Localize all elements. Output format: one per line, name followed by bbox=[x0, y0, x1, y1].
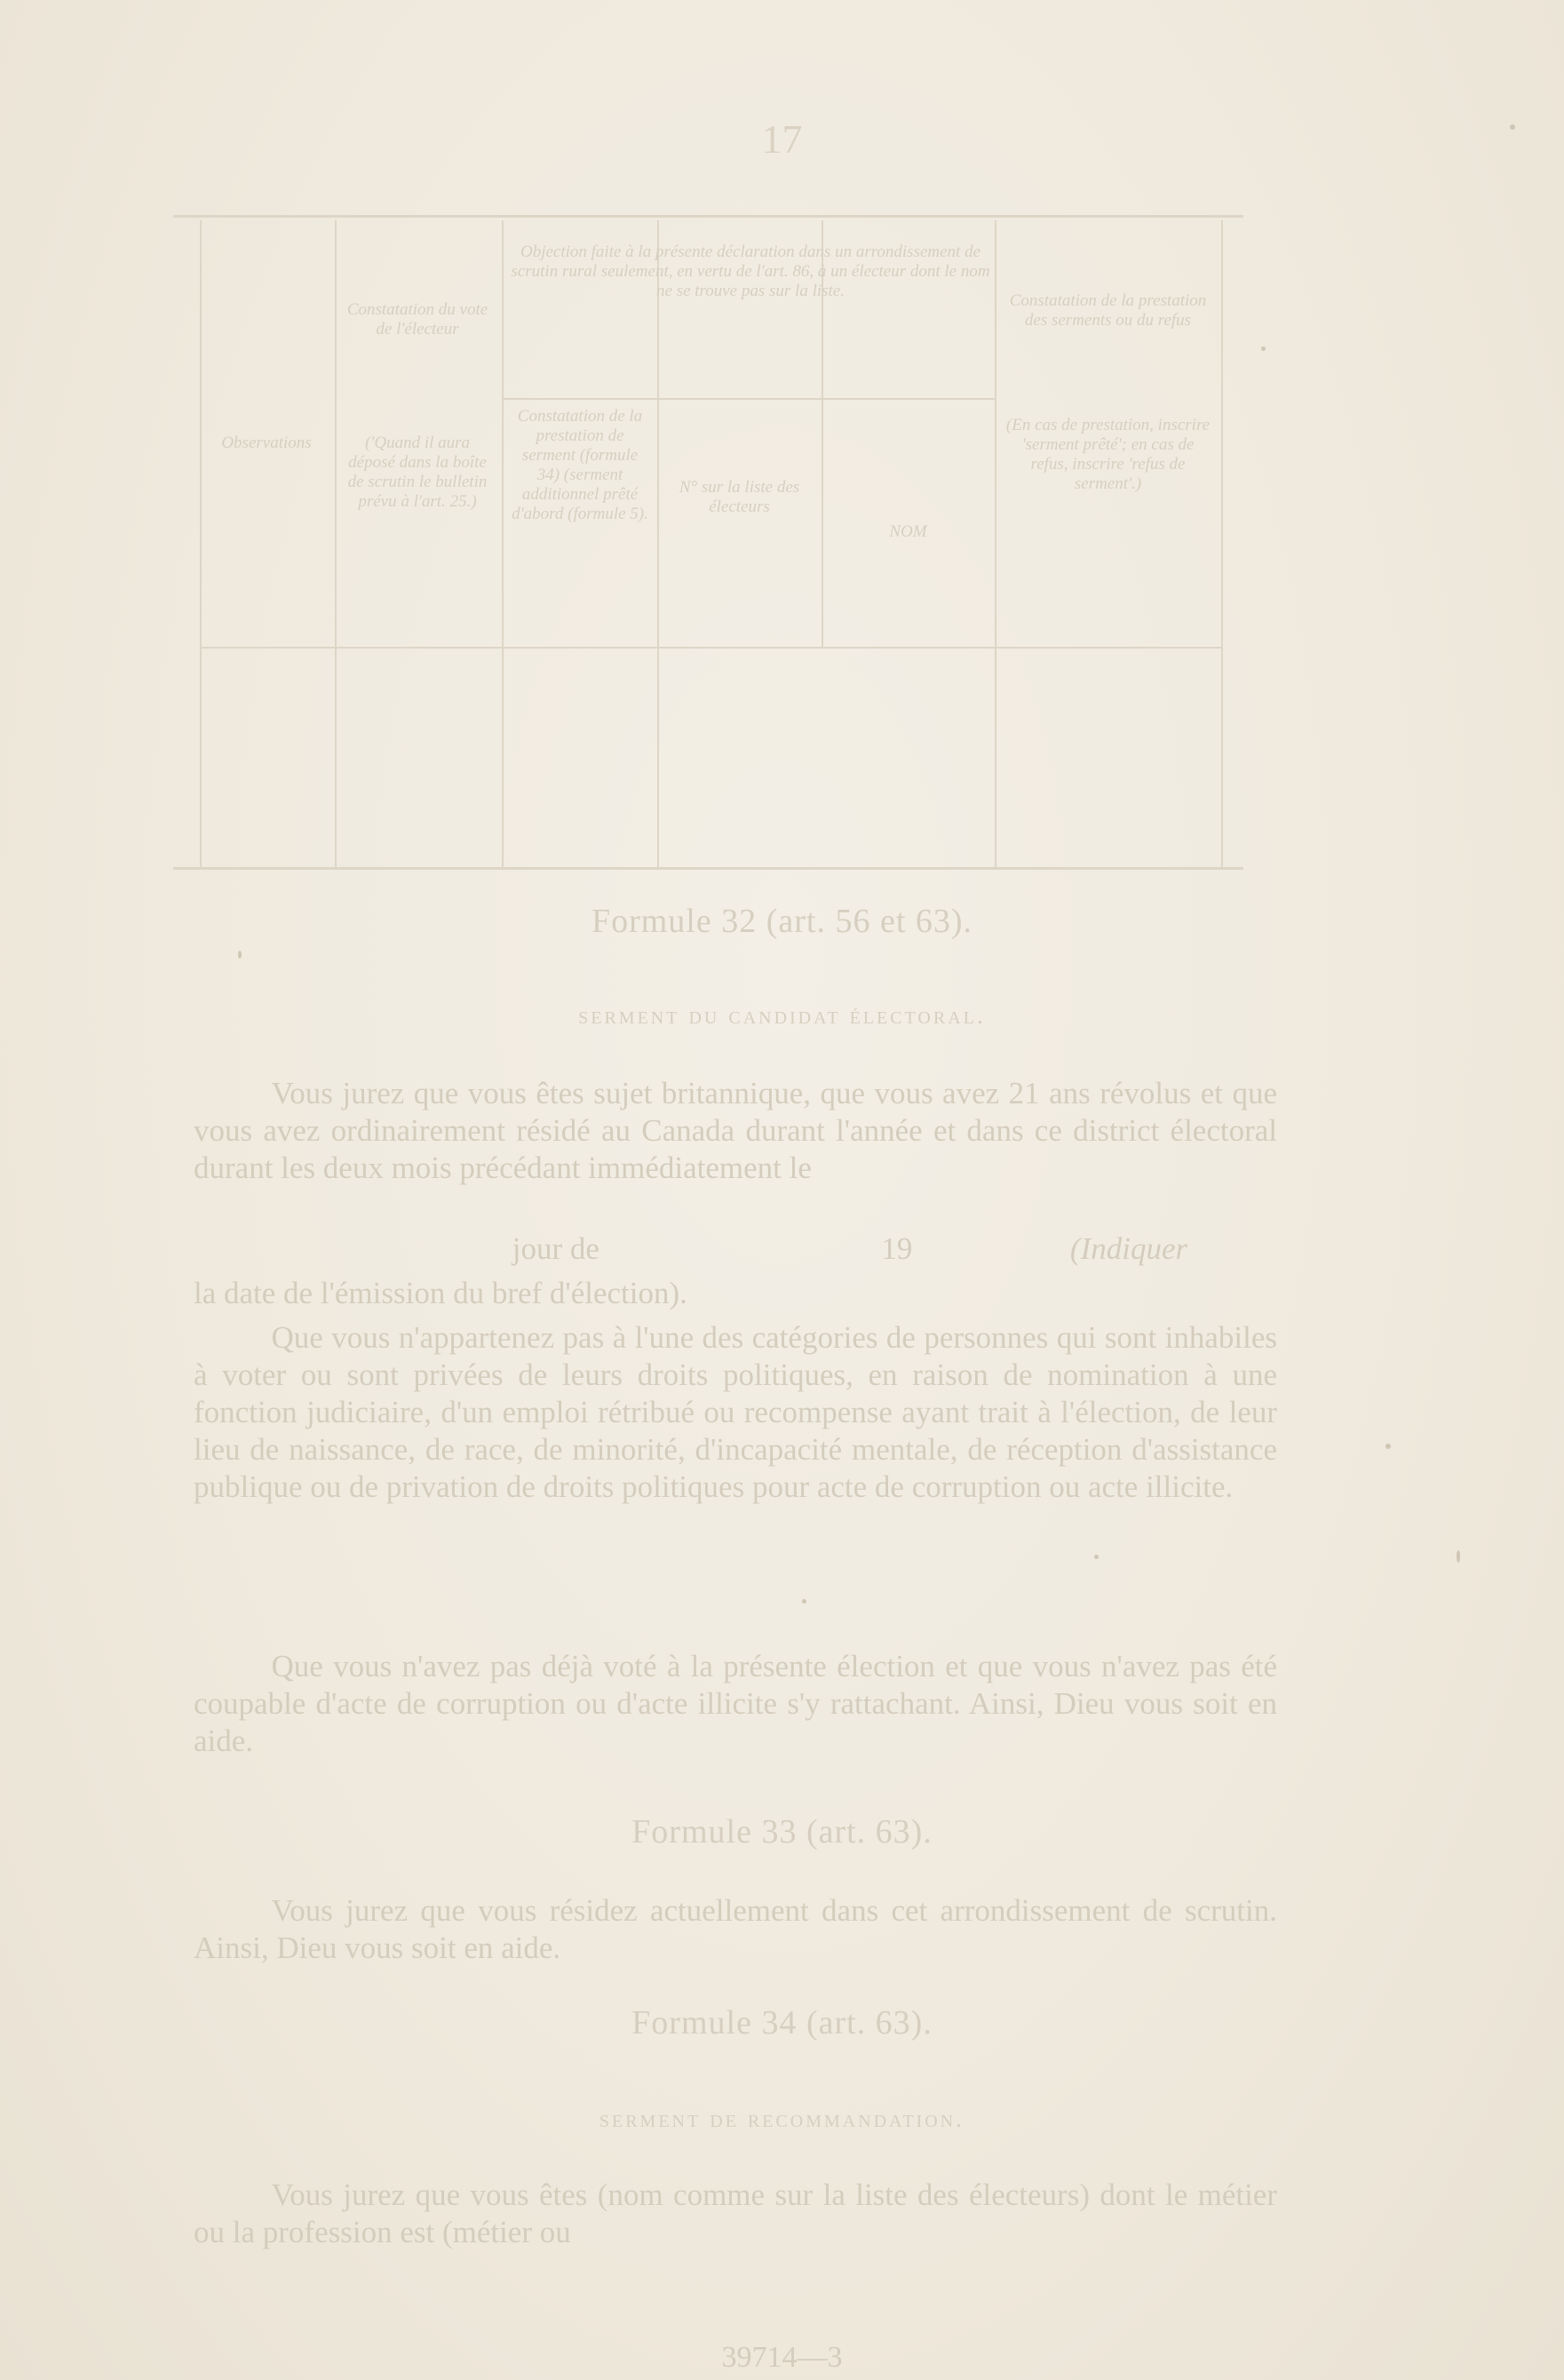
formule-34-subtitle: serment de recommandation. bbox=[599, 2105, 965, 2133]
formule-34-p1-text: Vous jurez que vous êtes (nom comme sur la liste des électeurs) dont le métier ou la profession est (métier ou bbox=[194, 2177, 1277, 2249]
footer-print-code: 39714—3 bbox=[721, 2341, 843, 2374]
table-top-rule bbox=[173, 215, 1243, 218]
jour-de-label: jour de bbox=[512, 1231, 599, 1266]
formule-32-date-note: la date de l'émission du bref d'élection). bbox=[194, 1276, 687, 1310]
col-constatation-sub: (En cas de prestation, inscrire 'serment prêté'; en cas de refus, inscrire 'refus de serment'.) bbox=[1005, 416, 1211, 493]
table-col-divider bbox=[657, 220, 659, 867]
formule-32-p2-text: Que vous n'appartenez pas à l'une des catégories de personnes qui sont inhabiles à voter ou sont privées de leurs droits politiques, en raison de nomination à une fonction judiciaire, d'un emploi rétribué ou recompense ayant trait à l'élection, de leur lieu de naissance, de race, de minorité, d'incapacité mentale, de réception d'assistance publique ou de privation de droits politiques pour acte de corruption ou acte illicite. bbox=[194, 1320, 1277, 1504]
table-col-divider bbox=[502, 220, 504, 867]
table-col-divider bbox=[995, 220, 996, 867]
formule-32-paragraph-1 bbox=[194, 1075, 1277, 1187]
table-col-divider bbox=[335, 220, 337, 867]
table-col-divider bbox=[1221, 220, 1223, 867]
formule-32-paragraph-3 bbox=[194, 1648, 1277, 1760]
col-group-header: Objection faite à la présente déclaration dans un arrondissement de scrutin rural seulement, en vertu de l'art. 86, à un électeur dont le nom ne se trouve pas sur la liste. bbox=[511, 243, 990, 300]
formule-33-paragraph-1 bbox=[194, 1892, 1277, 1967]
table-col-divider bbox=[200, 220, 202, 867]
table-body-divider bbox=[200, 647, 1221, 649]
paper-speck bbox=[1261, 346, 1266, 351]
table-header-divider bbox=[502, 398, 995, 400]
col-voter-head: Constatation du vote de l'électeur bbox=[346, 300, 488, 338]
formule-32-title: Formule 32 (art. 56 et 63). bbox=[591, 903, 973, 940]
formule-33-title: Formule 33 (art. 63). bbox=[631, 1813, 933, 1851]
formule-32-p3-text: Que vous n'avez pas déjà voté à la présente élection et que vous n'avez pas été coupable d'acte de corruption ou d'acte illicite s'y rattachant. Ainsi, Dieu vous soit en aide. bbox=[194, 1649, 1277, 1758]
formule-32-date-line bbox=[194, 1230, 1277, 1268]
paper-speck bbox=[238, 951, 242, 959]
formule-32-paragraph-2 bbox=[194, 1319, 1277, 1506]
col-observations: Observations bbox=[221, 434, 312, 452]
paper-speck bbox=[1385, 1444, 1391, 1449]
formule-34-title: Formule 34 (art. 63). bbox=[631, 2004, 933, 2042]
formule-34-paragraph-1 bbox=[194, 2177, 1277, 2251]
paper-speck bbox=[802, 1599, 806, 1604]
paper-speck bbox=[1094, 1555, 1099, 1559]
paper-speck bbox=[1510, 124, 1515, 130]
col-nom: NOM bbox=[889, 522, 927, 541]
formule-32-p1-text: Vous jurez que vous êtes sujet britannique, que vous avez 21 ans révolus et que vous avez ordinairement résidé au Canada durant l'année et dans ce district électoral durant les deux mois précédant immédiatement le bbox=[194, 1076, 1277, 1185]
formule-33-p1-text: Vous jurez que vous résidez actuellement dans cet arrondissement de scrutin. Ainsi, Dieu vous soit en aide. bbox=[194, 1893, 1277, 1965]
page-number: 17 bbox=[761, 116, 803, 162]
col-const-fait: Constatation de la prestation de serment (formule 34) (serment additionnel prêté d'abord (formule 5). bbox=[512, 407, 648, 523]
paper-speck bbox=[1457, 1550, 1460, 1563]
col-voter-sub: ('Quand il aura déposé dans la boîte de scrutin le bulletin prévu à l'art. 25.) bbox=[347, 434, 488, 511]
indiquer-note: (Indiquer bbox=[1069, 1231, 1188, 1266]
table-bottom-rule bbox=[173, 867, 1243, 870]
col-no: N° sur la liste des électeurs bbox=[679, 478, 800, 516]
year-prefix: 19 bbox=[881, 1231, 913, 1266]
formule-32-subtitle: serment du candidat électoral. bbox=[578, 1002, 986, 1030]
col-constatation: Constatation de la prestation des serments ou du refus bbox=[1009, 291, 1207, 330]
register-table bbox=[173, 220, 1243, 867]
